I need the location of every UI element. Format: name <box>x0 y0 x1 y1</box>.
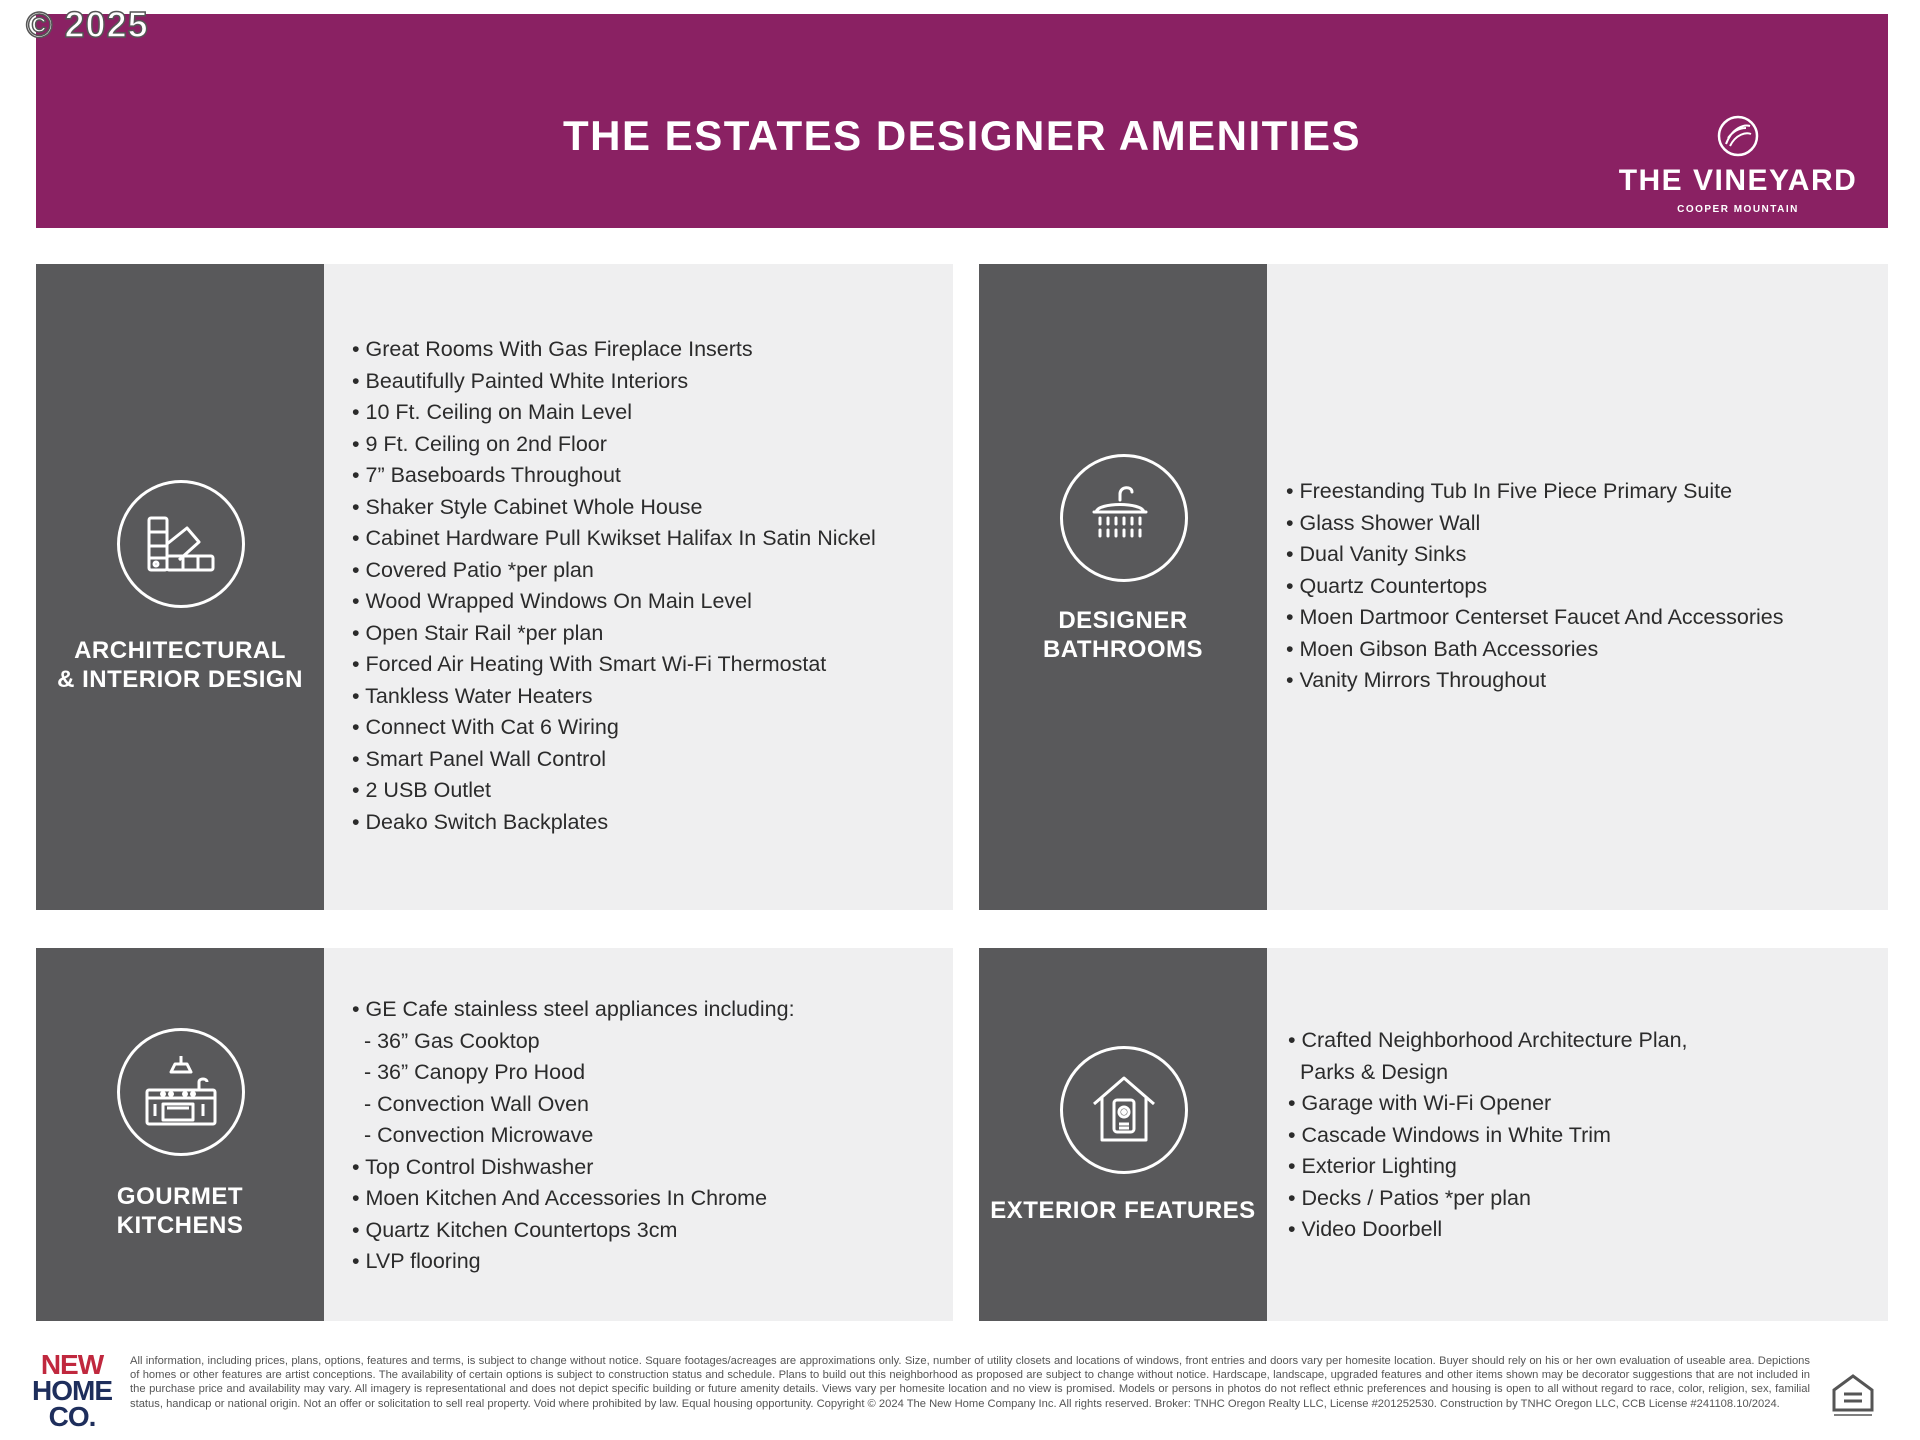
page-title: THE ESTATES DESIGNER AMENITIES <box>563 112 1361 159</box>
bathrooms-side-panel <box>979 264 1267 910</box>
list-item: • GE Cafe stainless steel appliances including: <box>352 997 795 1021</box>
swatch-icon <box>141 504 221 584</box>
list-item: • Wood Wrapped Windows On Main Level <box>352 589 752 613</box>
list-item: • Connect With Cat 6 Wiring <box>352 715 619 739</box>
architectural-side-panel <box>36 264 324 910</box>
list-item: - Convection Microwave <box>352 1123 594 1147</box>
logo-line-co: CO. <box>48 1401 96 1432</box>
list-item: • Exterior Lighting <box>1288 1154 1457 1178</box>
exterior-side-panel <box>979 948 1267 1321</box>
list-item: • Decks / Patios *per plan <box>1288 1185 1531 1210</box>
kitchens-side-panel <box>36 948 324 1321</box>
equal-housing-icon <box>1830 1370 1876 1418</box>
list-item: • Cabinet Hardware Pull Kwikset Halifax In Satin Nickel <box>352 526 876 550</box>
list-item: • Crafted Neighborhood Architecture Plan, <box>1288 1028 1688 1052</box>
list-item: • Smart Panel Wall Control <box>352 746 607 771</box>
list-item: • Deako Switch Backplates <box>352 809 609 834</box>
kitchen-icon <box>141 1052 221 1132</box>
doorbell-house-icon <box>1084 1070 1164 1150</box>
list-item: • 9 Ft. Ceiling on 2nd Floor <box>352 431 607 456</box>
list-item: • Beautifully Painted White Interiors <box>352 368 689 393</box>
logo-subtitle: COOPER MOUNTAIN <box>1677 204 1799 215</box>
bathrooms-card <box>979 264 1888 910</box>
shower-icon-circle <box>1060 454 1188 582</box>
list-item: • Garage with Wi-Fi Opener <box>1288 1091 1552 1115</box>
shower-icon <box>1084 478 1164 558</box>
list-item: - Convection Wall Oven <box>352 1091 589 1116</box>
kitchens-title: GOURMET KITCHENS <box>116 1183 244 1239</box>
list-item: • Vanity Mirrors Throughout <box>1286 668 1547 692</box>
list-item: • Forced Air Heating With Smart Wi-Fi Thermostat <box>352 652 827 676</box>
bathrooms-list <box>1286 476 1783 697</box>
list-item: • Freestanding Tub In Five Piece Primary Suite <box>1286 479 1733 503</box>
list-item: • Cascade Windows in White Trim <box>1288 1122 1611 1147</box>
exterior-title: EXTERIOR FEATURES <box>990 1197 1256 1224</box>
page-header <box>36 14 1888 228</box>
bathrooms-title: DESIGNER BATHROOMS <box>1042 607 1204 663</box>
logo-line-new: NEW <box>40 1349 104 1380</box>
logo-name: THE VINEYARD <box>1618 164 1858 197</box>
architectural-list <box>352 334 876 838</box>
list-item: • Moen Gibson Bath Accessories <box>1286 636 1599 661</box>
copyright-watermark: © 2025 <box>26 4 149 45</box>
list-item: • Dual Vanity Sinks <box>1286 542 1467 566</box>
list-item: • Shaker Style Cabinet Whole House <box>352 494 703 519</box>
architectural-title: ARCHITECTURAL & INTERIOR DESIGN <box>57 637 303 693</box>
list-item: • LVP flooring <box>352 1249 481 1273</box>
list-item: - 36” Gas Cooktop <box>352 1028 540 1053</box>
list-item: - 36” Canopy Pro Hood <box>352 1060 586 1084</box>
list-item: • 10 Ft. Ceiling on Main Level <box>352 400 633 424</box>
legal-disclaimer: All information, including prices, plans, options, features and terms, is subject to change without notice. Square footages/acreages are approximations only. Size, number of utility closets and locations of windows, front entries and doors vary per homesite location. Buyer should rely on his or her own evaluation of useable area. Depictions of homes or other features are artist conceptions. The availability of certain options is subject to construction status and schedule. Plans to build out this neighborhood as proposed are subject to change without notice. Hardscape, landscape, upgraded features and other items shown may be decorator suggestions that are not included in the purchase price and availability may vary. All imagery is representational and does not depict specific building or future amenity details. Views vary per homesite location and no view is promised. Models or persons in photos do not reflect ethnic preferences and housing is open to all without regard to race, color, religion, sex, familial status, handicap or national origin. Not an offer or solicitation to sell real property. Void where prohibited by law. Equal housing opportunity. Copyright © 2024 The New Home Company Inc. All rights reserved. Broker: TNHC Oregon Realty LLC, License #201252530. Construction by TNHC Oregon LLC, CCB License #241108.10/2024. <box>130 1355 1810 1410</box>
list-item: • Open Stair Rail *per plan <box>352 620 604 645</box>
logo-line-home: HOME <box>32 1375 112 1406</box>
kitchens-card <box>36 948 953 1321</box>
list-item: • Quartz Countertops <box>1286 573 1488 598</box>
list-item: • Moen Dartmoor Centerset Faucet And Accessories <box>1286 605 1784 629</box>
list-item: • Great Rooms With Gas Fireplace Inserts <box>352 337 753 361</box>
kitchen-icon-circle <box>117 1028 245 1156</box>
swatch-icon-circle <box>117 480 245 608</box>
list-item: • Top Control Dishwasher <box>352 1154 594 1179</box>
list-item: • Quartz Kitchen Countertops 3cm <box>352 1217 678 1242</box>
list-item: Parks & Design <box>1288 1059 1449 1084</box>
doorbell-icon-circle <box>1060 1046 1188 1174</box>
vineyard-leaf-icon <box>1716 114 1760 158</box>
new-home-co-logo <box>24 1349 120 1432</box>
list-item: • Tankless Water Heaters <box>352 683 593 708</box>
list-item: • 7” Baseboards Throughout <box>352 463 621 487</box>
list-item: • Covered Patio *per plan <box>352 557 594 582</box>
list-item: • Glass Shower Wall <box>1286 510 1481 535</box>
kitchens-list <box>352 994 795 1278</box>
list-item: • 2 USB Outlet <box>352 778 491 802</box>
vineyard-logo <box>1608 114 1868 215</box>
exterior-card <box>979 948 1888 1321</box>
architectural-card <box>36 264 953 910</box>
exterior-list <box>1288 1025 1688 1246</box>
list-item: • Moen Kitchen And Accessories In Chrome <box>352 1186 768 1210</box>
list-item: • Video Doorbell <box>1288 1217 1443 1241</box>
